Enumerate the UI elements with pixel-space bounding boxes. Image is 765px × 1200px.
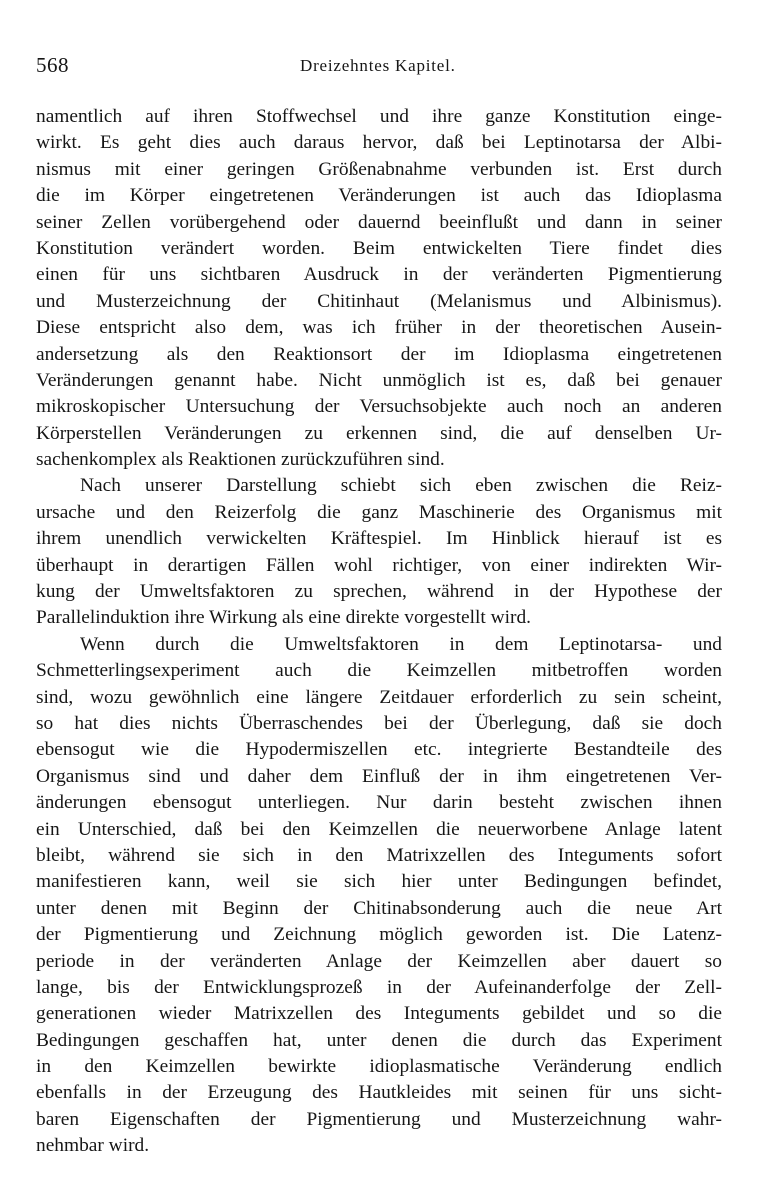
text-line: Körperstellen Veränderungen zu erkennen sind, die auf denselben Ur- (36, 422, 722, 444)
text-line: Veränderungen genannt habe. Nicht unmöglich ist es, daß bei genauer (36, 369, 722, 391)
text-line: mikroskopischer Untersuchung der Versuchsobjekte auch noch an anderen (36, 396, 722, 418)
text-line: manifestieren kann, weil sie sich hier unter Bedingungen befindet, (36, 871, 722, 893)
text-line: nismus mit einer geringen Größenabnahme verbunden ist. Erst durch (36, 158, 722, 180)
text-line: einen für uns sichtbaren Ausdruck in der veränderten Pigmentierung (36, 264, 722, 286)
text-line: bleibt, während sie sich in den Matrixzellen des Integuments sofort (36, 844, 722, 866)
page-header (36, 53, 722, 83)
text-line: kung der Umweltsfaktoren zu sprechen, während in der Hypothese der (36, 581, 722, 603)
text-line: der Pigmentierung und Zeichnung möglich geworden ist. Die Latenz- (36, 924, 722, 946)
text-line: wirkt. Es geht dies auch daraus hervor, daß bei Leptinotarsa der Albi- (36, 132, 722, 154)
text-line: ein Unterschied, daß bei den Keimzellen die neuerworbene Anlage latent (36, 818, 722, 840)
text-line: ihrem unendlich verwickelten Kräftespiel. Im Hinblick hierauf ist es (36, 528, 722, 550)
paragraph (36, 473, 722, 631)
text-line: in den Keimzellen bewirkte idioplasmatische Veränderung endlich (36, 1056, 722, 1078)
text-line: Organismus sind und daher dem Einfluß der in ihm eingetretenen Ver- (36, 765, 722, 787)
text-line: andersetzung als den Reaktionsort der im Idioplasma eingetretenen (36, 343, 722, 365)
paragraph (36, 104, 722, 473)
text-line: die im Körper eingetretenen Veränderungen ist auch das Idioplasma (36, 185, 722, 207)
text-line: sachenkomplex als Reaktionen zurückzuführen sind. (36, 449, 445, 471)
text-line: Nach unserer Darstellung schiebt sich eben zwischen die Reiz- (80, 475, 722, 497)
text-line: namentlich auf ihren Stoffwechsel und ihre ganze Konstitution einge- (36, 106, 722, 127)
body-text (36, 104, 722, 1160)
text-line: Diese entspricht also dem, was ich früher in der theoretischen Ausein- (36, 317, 722, 339)
text-line: Parallelinduktion ihre Wirkung als eine direkte vorgestellt wird. (36, 607, 532, 629)
text-line: periode in der veränderten Anlage der Keimzellen aber dauert so (36, 950, 722, 972)
text-line: Bedingungen geschaffen hat, unter denen die durch das Experiment (36, 1029, 722, 1051)
text-line: ursache und den Reizerfolg die ganz Maschinerie des Organismus mit (36, 501, 722, 523)
text-line: Konstitution verändert worden. Beim entwickelten Tiere findet dies (36, 237, 722, 259)
text-line: nehmbar wird. (36, 1135, 150, 1157)
text-line: unter denen mit Beginn der Chitinabsonderung auch die neue Art (36, 897, 722, 919)
text-line: seiner Zellen vorübergehend oder dauernd beeinflußt und dann in seiner (36, 211, 722, 233)
page-number: 568 (36, 53, 69, 77)
text-line: ebenfalls in der Erzeugung des Hautkleides mit seinen für uns sicht- (36, 1082, 722, 1104)
text-line: baren Eigenschaften der Pigmentierung und Musterzeichnung wahr- (36, 1108, 722, 1130)
text-line: und Musterzeichnung der Chitinhaut (Melanismus und Albinismus). (36, 290, 722, 312)
text-line: sind, wozu gewöhnlich eine längere Zeitdauer erforderlich zu sein scheint, (36, 686, 722, 708)
text-line: Schmetterlingsexperiment auch die Keimzellen mitbetroffen worden (36, 660, 722, 682)
text-line: so hat dies nichts Überraschendes bei der Überlegung, daß sie doch (36, 712, 722, 734)
text-line: änderungen ebensogut unterliegen. Nur darin besteht zwischen ihnen (36, 792, 722, 814)
text-line: Wenn durch die Umweltsfaktoren in dem Leptinotarsa- und (80, 633, 722, 655)
text-line: generationen wieder Matrixzellen des Integuments gebildet und so die (36, 1003, 722, 1025)
text-line: überhaupt in derartigen Fällen wohl richtiger, von einer indirekten Wir- (36, 554, 722, 576)
text-line: ebensogut wie die Hypodermiszellen etc. integrierte Bestandteile des (36, 739, 722, 761)
text-line: lange, bis der Entwicklungsprozeß in der Aufeinanderfolge der Zell- (36, 976, 722, 998)
running-head: Dreizehntes Kapitel. (300, 56, 456, 75)
paragraph (36, 632, 722, 1160)
